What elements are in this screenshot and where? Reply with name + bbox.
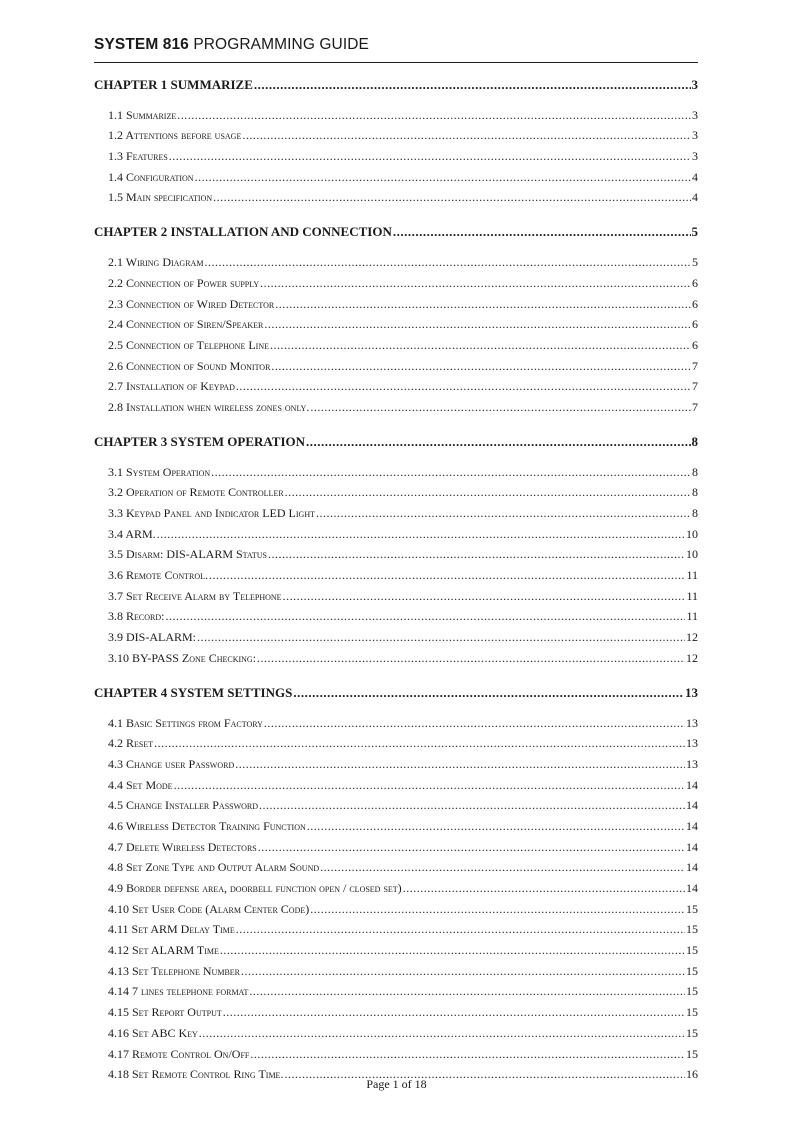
toc-entry[interactable] <box>94 645 698 666</box>
toc-chapter[interactable] <box>94 72 698 93</box>
toc-title: 3.1 System Operation <box>108 464 211 479</box>
toc-page-number: 7 <box>692 399 698 414</box>
toc-leader-dots <box>204 255 691 270</box>
toc-title: 2.2 Connection of Power supply <box>108 275 260 290</box>
toc-entry[interactable] <box>94 917 698 938</box>
toc-leader-dots <box>213 190 691 205</box>
toc-title: 3.3 Keypad Panel and Indicator LED Light <box>108 506 315 520</box>
toc-entry[interactable] <box>94 624 698 645</box>
toc-entry[interactable] <box>94 1041 698 1062</box>
toc-leader-dots <box>320 860 685 875</box>
toc-leader-dots <box>307 819 685 834</box>
toc-title: 4.6 Wireless Detector Training Function <box>108 818 306 833</box>
toc-chapter[interactable] <box>94 680 698 701</box>
toc-title: 4.3 Change user Password <box>108 756 235 771</box>
toc-leader-dots <box>154 736 685 751</box>
toc-entry[interactable] <box>94 1020 698 1041</box>
toc-title: 4.15 Set Report Output <box>108 1005 222 1020</box>
header-product: SYSTEM 816 <box>94 36 189 53</box>
toc-leader-dots <box>209 568 685 583</box>
toc-page-number: 13 <box>686 756 698 771</box>
toc-entry[interactable] <box>94 772 698 793</box>
toc-leader-dots <box>254 77 691 93</box>
toc-page-number: 8 <box>692 485 698 500</box>
toc-page-number: 10 <box>686 547 698 562</box>
toc-entry[interactable] <box>94 542 698 563</box>
toc-page-number: 13 <box>685 684 698 700</box>
toc-leader-dots <box>283 589 686 604</box>
toc-entry[interactable] <box>94 394 698 415</box>
toc-page-number: 12 <box>686 650 698 665</box>
toc-title: 3.5 Disarm: DIS-ALARM Status <box>108 547 267 562</box>
toc-page-number: 15 <box>686 1046 698 1061</box>
toc-page-number: 4 <box>692 169 698 184</box>
toc-entry[interactable] <box>94 604 698 625</box>
toc-title: 4.17 Remote Control On/Off <box>108 1046 250 1061</box>
toc-leader-dots <box>157 527 685 542</box>
header-title: PROGRAMMING GUIDE <box>193 36 369 53</box>
page-header <box>94 36 369 54</box>
toc-leader-dots <box>393 224 691 240</box>
toc-leader-dots <box>250 1047 685 1062</box>
toc-entry[interactable] <box>94 979 698 1000</box>
toc-page-number: 6 <box>692 317 698 332</box>
toc-leader-dots <box>264 317 691 332</box>
toc-page-number: 13 <box>686 736 698 751</box>
toc-entry[interactable] <box>94 583 698 604</box>
toc-title: 3.8 Record: <box>108 609 165 624</box>
toc-page-number: 15 <box>686 984 698 999</box>
toc-leader-dots <box>195 170 691 185</box>
toc-page-number: 3 <box>692 107 698 122</box>
toc-page-number: 14 <box>686 881 698 895</box>
toc-leader-dots <box>241 964 685 979</box>
toc-page-number: 4 <box>692 190 698 205</box>
toc-page-number: 3 <box>692 149 698 164</box>
toc-page-number: 15 <box>686 922 698 937</box>
toc-page-number: 14 <box>686 818 698 833</box>
toc-title: 1.2 Attentions before usage <box>108 128 242 143</box>
toc-title: 4.1 Basic Settings from Factory <box>108 715 263 730</box>
toc-title: 2.6 Connection of Sound Monitor <box>108 358 271 373</box>
toc-leader-dots <box>236 922 685 937</box>
toc-page-number: 6 <box>692 337 698 352</box>
toc-page-number: 15 <box>686 963 698 978</box>
toc-page-number: 14 <box>686 798 698 813</box>
toc-title: CHAPTER 1 SUMMARIZE <box>94 77 253 92</box>
toc-page-number: 14 <box>686 839 698 854</box>
toc-page-number: 6 <box>692 296 698 311</box>
toc-leader-dots <box>275 297 691 312</box>
toc-title: 1.1 Summarize <box>108 107 177 122</box>
toc-entry[interactable] <box>94 958 698 979</box>
toc-page-number: 11 <box>686 588 698 603</box>
toc-leader-dots <box>211 465 691 480</box>
toc-leader-dots <box>270 338 691 353</box>
toc-entry[interactable] <box>94 834 698 855</box>
footer-page-current: 1 <box>392 1077 399 1091</box>
toc-entry[interactable] <box>94 710 698 731</box>
toc-page-number: 15 <box>686 1005 698 1020</box>
toc-entry[interactable] <box>94 875 698 896</box>
toc-entry[interactable] <box>94 102 698 123</box>
toc-leader-dots <box>306 434 690 450</box>
table-of-contents <box>94 63 698 1082</box>
toc-entry[interactable] <box>94 270 698 291</box>
toc-entry[interactable] <box>94 353 698 374</box>
toc-title: 2.7 Installation of Keypad <box>108 379 235 394</box>
toc-leader-dots <box>235 757 685 772</box>
toc-entry[interactable] <box>94 751 698 772</box>
toc-title: 4.14 7 lines telephone format <box>108 984 249 999</box>
toc-chapter[interactable] <box>94 219 698 240</box>
toc-title: 4.4 Set Mode <box>108 777 173 792</box>
toc-page-number: 13 <box>686 715 698 730</box>
toc-page-number: 11 <box>686 609 698 624</box>
footer-page-label: Page <box>366 1077 390 1091</box>
toc-entry[interactable] <box>94 813 698 834</box>
toc-entry[interactable] <box>94 793 698 814</box>
toc-leader-dots <box>197 630 685 645</box>
toc-leader-dots <box>220 943 685 958</box>
page-footer <box>0 1077 793 1092</box>
toc-title: CHAPTER 3 SYSTEM OPERATION <box>94 433 306 449</box>
toc-page-number: 14 <box>686 860 698 875</box>
toc-title: 4.9 Border defense area, doorbell function open / closed set) <box>108 881 402 895</box>
toc-entry[interactable] <box>94 937 698 958</box>
toc-title: 4.12 Set ALARM Time <box>108 943 219 958</box>
toc-title: 2.3 Connection of Wired Detector <box>108 296 275 311</box>
toc-title: 4.13 Set Telephone Number <box>108 963 241 978</box>
toc-page-number: 11 <box>686 568 698 583</box>
toc-title: 3.4 ARM. <box>108 526 156 541</box>
toc-entry[interactable] <box>94 521 698 542</box>
toc-page-number: 3 <box>692 128 698 143</box>
toc-page-number: 8 <box>691 433 698 449</box>
toc-entry[interactable] <box>94 164 698 185</box>
toc-page-number: 14 <box>686 777 698 792</box>
toc-entry[interactable] <box>94 143 698 164</box>
toc-entry[interactable] <box>94 185 698 206</box>
toc-title: 4.2 Reset <box>108 736 154 751</box>
toc-title: 4.8 Set Zone Type and Output Alarm Sound <box>108 860 320 875</box>
toc-title: 1.4 Configuration <box>108 169 194 184</box>
toc-title: 2.5 Connection of Telephone Line <box>108 337 269 352</box>
footer-page-total: 18 <box>414 1077 427 1091</box>
toc-leader-dots <box>259 798 685 813</box>
toc-entry[interactable] <box>94 312 698 333</box>
toc-page-number: 16 <box>686 1067 698 1082</box>
toc-leader-dots <box>293 685 684 701</box>
toc-entry[interactable] <box>94 562 698 583</box>
toc-entry[interactable] <box>94 896 698 917</box>
toc-page-number: 3 <box>691 77 698 92</box>
toc-title: 4.7 Delete Wireless Detectors <box>108 839 257 854</box>
toc-leader-dots <box>199 1026 685 1041</box>
toc-entry[interactable] <box>94 374 698 395</box>
toc-leader-dots <box>257 651 685 666</box>
toc-leader-dots <box>258 840 685 855</box>
toc-page-number: 7 <box>692 379 698 394</box>
toc-leader-dots <box>223 1005 685 1020</box>
toc-title: 3.7 Set Receive Alarm by Telephone <box>108 588 282 603</box>
toc-title: 4.16 Set ABC Key <box>108 1025 198 1040</box>
toc-entry[interactable] <box>94 332 698 353</box>
toc-entry[interactable] <box>94 480 698 501</box>
toc-title: 1.3 Features <box>108 149 168 164</box>
toc-page-number: 5 <box>691 224 698 240</box>
toc-title: 3.9 DIS-ALARM: <box>108 630 197 645</box>
toc-leader-dots <box>403 881 685 896</box>
toc-title: 2.4 Connection of Siren/Speaker <box>108 317 264 332</box>
toc-leader-dots <box>165 609 685 624</box>
toc-leader-dots <box>169 149 691 164</box>
toc-entry[interactable] <box>94 249 698 270</box>
toc-page-number: 15 <box>686 943 698 958</box>
toc-entry[interactable] <box>94 855 698 876</box>
toc-title: 4.10 Set User Code (Alarm Center Code) <box>108 901 310 916</box>
toc-title: 3.6 Remote Control. <box>108 568 208 583</box>
toc-page-number: 8 <box>692 506 698 520</box>
toc-entry[interactable] <box>94 999 698 1020</box>
toc-title: 4.11 Set ARM Delay Time <box>108 922 235 937</box>
toc-entry[interactable] <box>94 500 698 521</box>
toc-chapter[interactable] <box>94 429 698 450</box>
toc-title: 2.8 Installation when wireless zones only. <box>108 399 310 414</box>
toc-page-number: 6 <box>692 275 698 290</box>
toc-page-number: 7 <box>692 358 698 373</box>
toc-entry[interactable] <box>94 291 698 312</box>
toc-title: 4.18 Set Remote Control Ring Time. <box>108 1067 284 1082</box>
toc-title: 3.10 BY-PASS Zone Checking: <box>108 650 257 665</box>
toc-leader-dots <box>174 778 685 793</box>
toc-page-number: 15 <box>686 901 698 916</box>
toc-page-number: 15 <box>686 1025 698 1040</box>
toc-leader-dots <box>268 547 685 562</box>
toc-leader-dots <box>249 984 685 999</box>
toc-entry[interactable] <box>94 123 698 144</box>
toc-leader-dots <box>285 485 691 500</box>
toc-page-number: 12 <box>686 630 698 645</box>
toc-entry[interactable] <box>94 731 698 752</box>
toc-leader-dots <box>177 108 691 123</box>
toc-leader-dots <box>310 400 691 415</box>
toc-leader-dots <box>310 902 685 917</box>
toc-leader-dots <box>236 379 691 394</box>
toc-title: 4.5 Change Installer Password <box>108 798 259 813</box>
toc-title: CHAPTER 2 INSTALLATION AND CONNECTION <box>94 224 392 240</box>
toc-entry[interactable] <box>94 459 698 480</box>
toc-leader-dots <box>260 276 691 291</box>
footer-of-label: of <box>401 1077 412 1091</box>
toc-title: 1.5 Main specification <box>108 190 213 205</box>
toc-leader-dots <box>316 506 691 521</box>
toc-page-number: 8 <box>692 464 698 479</box>
toc-leader-dots <box>271 359 691 374</box>
toc-page-number: 10 <box>686 526 698 541</box>
toc-title: 2.1 Wiring Diagram <box>108 255 204 270</box>
toc-title: CHAPTER 4 SYSTEM SETTINGS <box>94 684 293 700</box>
toc-leader-dots <box>242 128 691 143</box>
toc-leader-dots <box>264 716 685 731</box>
toc-title: 3.2 Operation of Remote Controller <box>108 485 284 500</box>
toc-page-number: 5 <box>692 255 698 270</box>
